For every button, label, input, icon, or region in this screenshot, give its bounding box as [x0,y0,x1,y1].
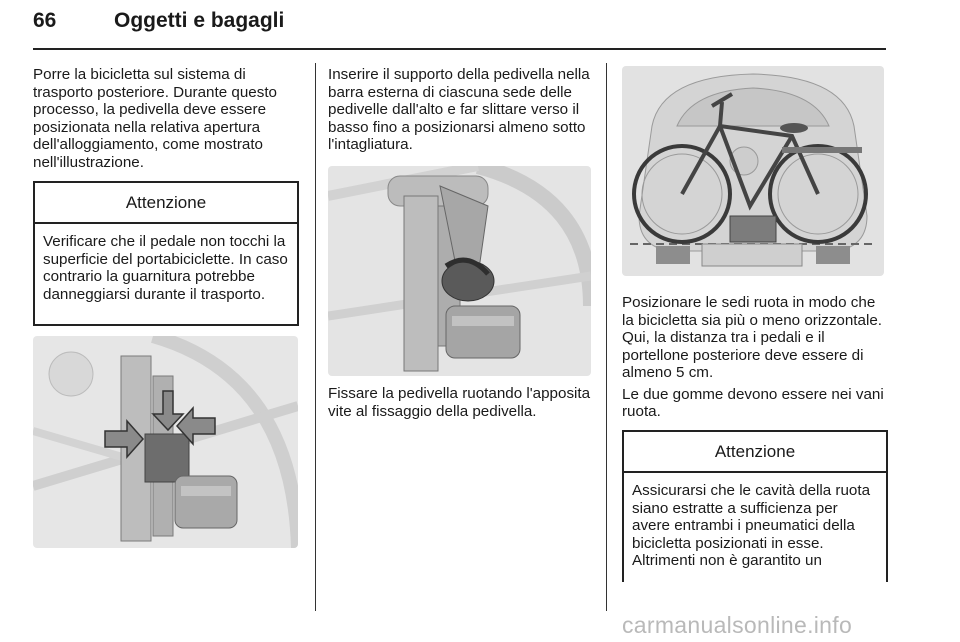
page-header [33,4,886,50]
warning-box-2 [622,430,888,582]
warning-text-2: Assicurarsi che le cavità della ruota siano estratte a sufficienza per avere entrambi i pneumatici della bicicletta posizionati in esse. Altrimenti non è garantito un [632,482,871,569]
wheel-seat-paragraph: Posizionare le sedi ruota in modo che la bicicletta sia più o meno orizzontale. Qui, la distanza tra i pedali e il portellone posteriore deve essere di almeno 5 cm. [622,294,883,381]
page-number: 66 [33,9,57,32]
warning-text: Verificare che il pedale non tocchi la superficie del portabiciclette. In caso contrario la guarnitura potrebbe danneggiarsi durante il trasporto. [43,233,288,303]
figure-bike-on-carrier [622,66,884,276]
fix-crank-paragraph: Fissare la pedivella ruotando l'apposita vite al fissaggio della pedivella. [328,385,591,420]
tyres-paragraph: Le due gomme devono essere nei vani ruota. [622,385,884,420]
figure-crank-holder [328,166,591,376]
watermark: carmanualsonline.info [622,612,853,638]
crank-support-paragraph: Inserire il supporto della pedivella nella barra esterna di ciascuna sede delle pedivelle dall'alto e far slittare verso il basso fino a posizionarsi almeno sotto l'intagliatura. [328,66,590,153]
figure-pedal-arrows [33,336,298,548]
warning-title: Attenzione [35,183,297,224]
warning-title-2: Attenzione [624,432,886,473]
intro-paragraph: Porre la bicicletta sul sistema di trasporto posteriore. Durante questo processo, la pedivella deve essere posizionata nella relativa apertura dell'alloggiamento, come mostrato nell'illustrazione. [33,66,277,171]
column-2 [328,66,596,158]
column-3 [622,294,888,425]
section-title: Oggetti e bagagli [114,9,285,32]
column-divider-1 [315,63,316,611]
column-divider-2 [606,63,607,611]
column-1 [33,66,301,175]
column-2-lower [328,385,596,424]
warning-box-1 [33,181,299,326]
